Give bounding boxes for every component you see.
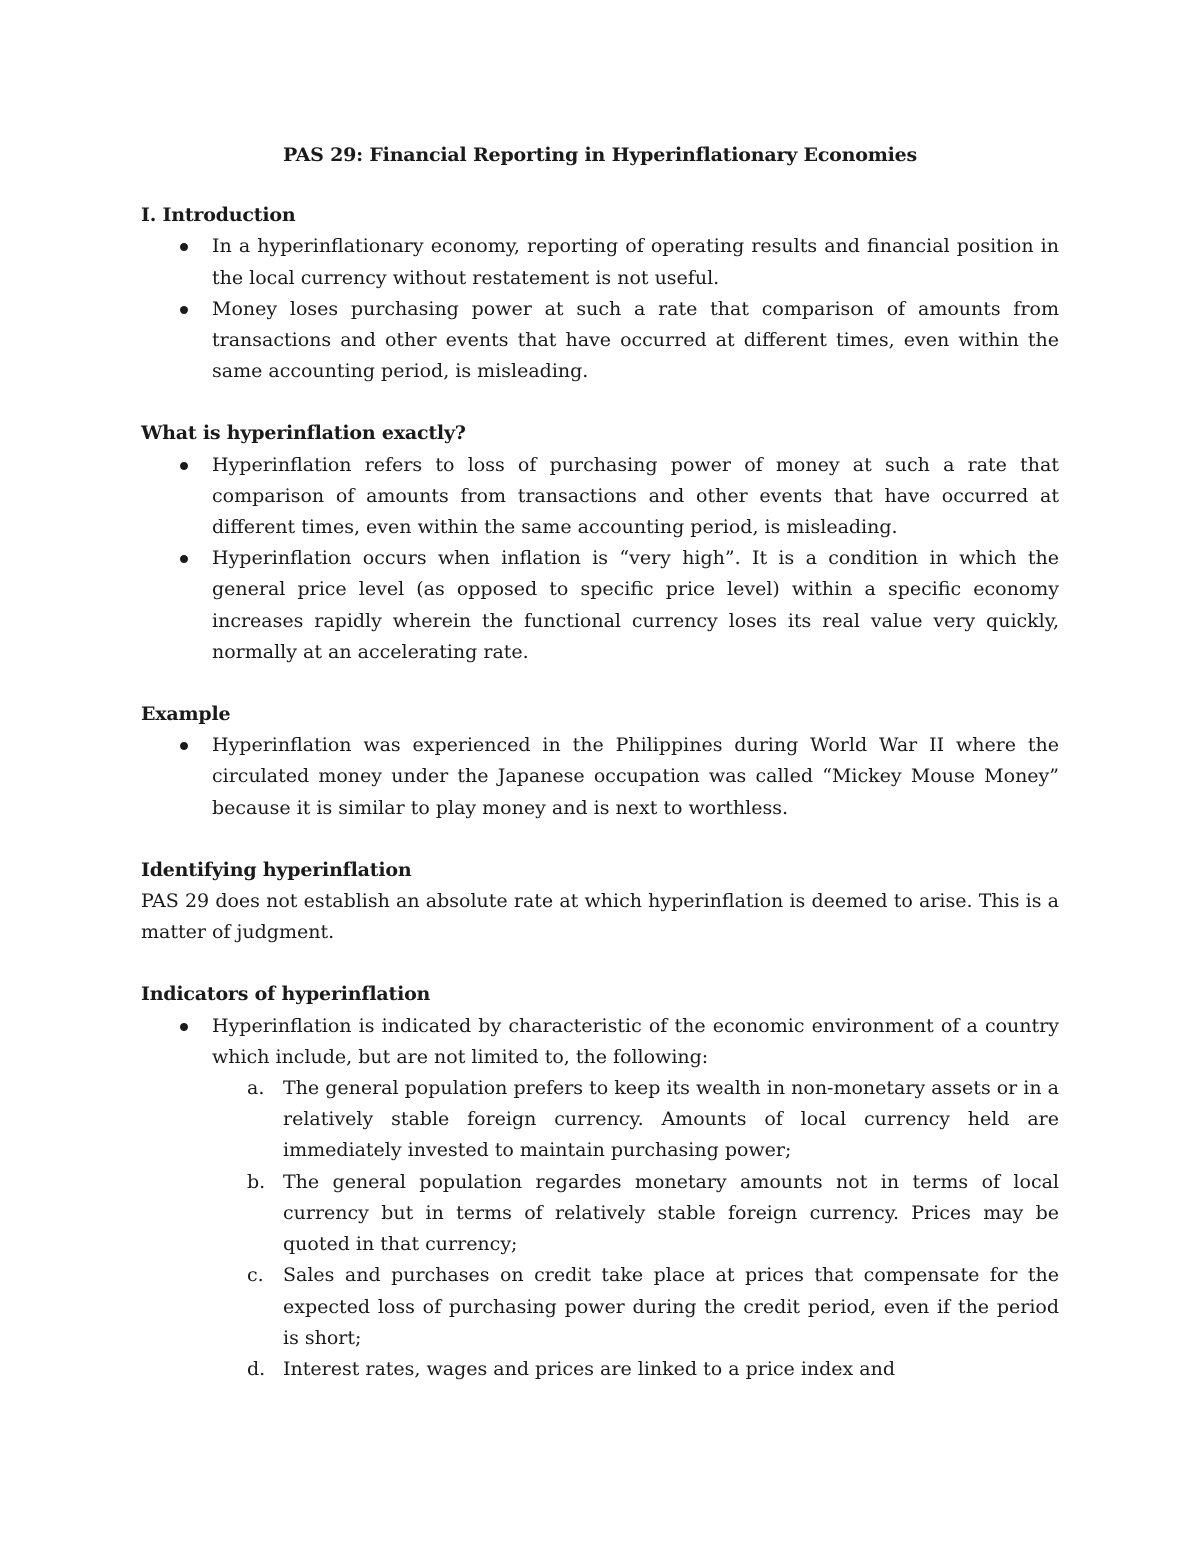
- indicators-heading: Indicators of hyperinflation: [141, 983, 431, 1006]
- identifying-heading: Identifying hyperinflation: [141, 858, 412, 881]
- sublist-marker: d.: [247, 1357, 266, 1380]
- introduction-section: [141, 200, 1059, 387]
- introduction-heading: I. Introduction: [141, 204, 296, 227]
- sublist-marker: b.: [247, 1170, 266, 1193]
- list-item-text: Hyperinflation is indicated by characteristic of the economic environment of a country which include, but are not limited to, the following:: [212, 1014, 1059, 1068]
- sublist-item-text: The general population regardes monetary amounts not in terms of local currency but in terms of relatively stable foreign currency. Prices may be quoted in that currency;: [283, 1170, 1059, 1256]
- introduction-list: [141, 231, 1059, 387]
- list-item: [212, 294, 1059, 388]
- sublist-item: [247, 1354, 1059, 1385]
- list-item: [212, 543, 1059, 668]
- bullet-icon: [180, 243, 188, 251]
- bullet-icon: [180, 555, 188, 563]
- what-is-list: [141, 450, 1059, 668]
- list-item-text: Hyperinflation was experienced in the Philippines during World War II where the circulated money under the Japanese occupation was called “Mickey Mouse Money” because it is similar to play money and is next to worthless.: [212, 734, 1059, 819]
- sublist-marker: c.: [247, 1264, 264, 1287]
- list-item-text: Hyperinflation refers to loss of purchasing power of money at such a rate that comparison of amounts from transactions and other events that have occurred at different times, even within the same accounting period, is misleading.: [212, 453, 1059, 539]
- list-item: [212, 231, 1059, 293]
- document-page: [141, 140, 1059, 1416]
- example-section: [141, 699, 1059, 824]
- list-item: [212, 730, 1059, 824]
- what-is-heading: What is hyperinflation exactly?: [141, 422, 466, 445]
- document-title: PAS 29: Financial Reporting in Hyperinflationary Economies: [282, 144, 918, 166]
- sublist-item: [247, 1073, 1059, 1167]
- list-item: [212, 450, 1059, 544]
- identifying-section: [141, 855, 1059, 949]
- example-heading: Example: [141, 703, 231, 726]
- identifying-paragraph: PAS 29 does not establish an absolute rate at which hyperinflation is deemed to arise. This is a matter of judgment.: [141, 890, 1059, 944]
- sublist-item-text: Sales and purchases on credit take place at prices that compensate for the expected loss of purchasing power during the credit period, even if the period is short;: [283, 1264, 1059, 1349]
- list-item: [212, 1011, 1059, 1073]
- what-is-section: [141, 418, 1059, 668]
- bullet-icon: [180, 462, 188, 470]
- example-list: [141, 730, 1059, 824]
- sublist-item: [247, 1260, 1059, 1354]
- indicators-sublist: [141, 1073, 1059, 1385]
- bullet-icon: [180, 306, 188, 314]
- bullet-icon: [180, 742, 188, 750]
- list-item-text: Money loses purchasing power at such a rate that comparison of amounts from transactions and other events that have occurred at different times, even within the same accounting period, is misleading.: [212, 297, 1059, 383]
- sublist-marker: a.: [247, 1077, 265, 1100]
- sublist-item-text: Interest rates, wages and prices are linked to a price index and: [283, 1357, 896, 1380]
- list-item-text: In a hyperinflationary economy, reporting of operating results and financial position in the local currency without restatement is not useful.: [212, 235, 1059, 289]
- indicators-section: [141, 979, 1059, 1385]
- bullet-icon: [180, 1023, 188, 1031]
- sublist-item-text: The general population prefers to keep its wealth in non-monetary assets or in a relatively stable foreign currency. Amounts of local currency held are immediately invested to maintain purchasing power;: [283, 1077, 1059, 1162]
- list-item-text: Hyperinflation occurs when inflation is “very high”. It is a condition in which the general price level (as opposed to specific price level) within a specific economy increases rapidly wherein the functional currency loses its real value very quickly, normally at an accelerating rate.: [212, 547, 1059, 663]
- sublist-item: [247, 1167, 1059, 1261]
- indicators-list: [141, 1011, 1059, 1073]
